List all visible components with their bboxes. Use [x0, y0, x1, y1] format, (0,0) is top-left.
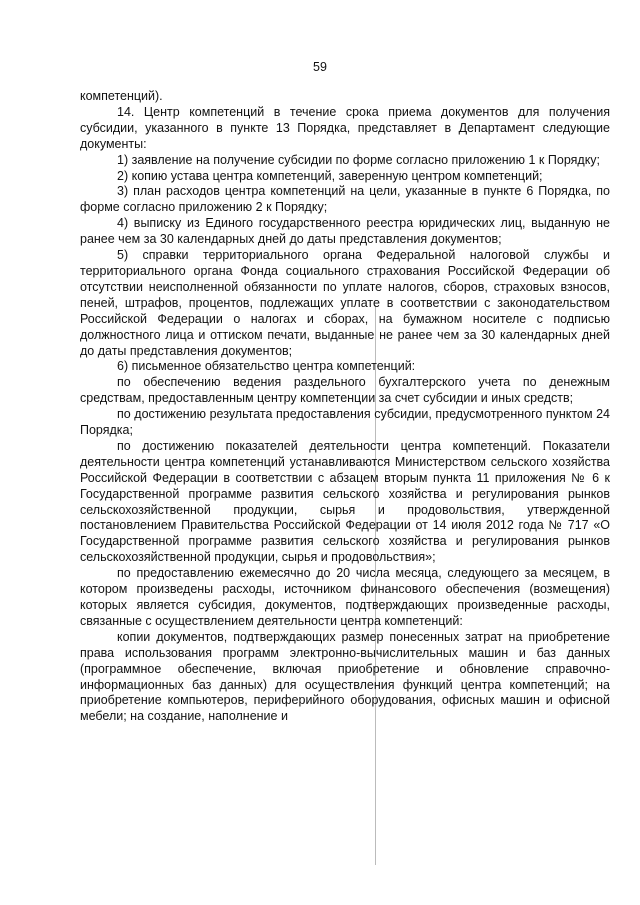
- paragraph: по предоставлению ежемесячно до 20 числа месяца, следующего за месяцем, в котором произведены расходы, источником финансового обеспечения (возмещения) которых является субсидия, документов, подтверждающих произведенные расходы, связанные с осуществлением деятельности центра компетенций:: [80, 566, 610, 628]
- paragraph: 3) план расходов центра компетенций на цели, указанные в пункте 6 Порядка, по форме согласно приложению 2 к Порядку;: [80, 184, 610, 215]
- paragraph: 1) заявление на получение субсидии по форме согласно приложению 1 к Порядку;: [117, 152, 601, 167]
- paragraph: по достижению показателей деятельности центра компетенций. Показатели деятельности центра компетенций устанавливаются Министерством сельского хозяйства Российской Федерации в соответствии с абзацем вторым пункта 11 приложения № 6 к Государственной программе развития сельского хозяйства и регулирования рынков сельскохозяйственной продукции, сырья и продовольствия, утвержденной постановлением Правительства Российской Федерации от 14 июля 2012 года № 717 «О Государственной программе развития сельского хозяйства и регулирования рынков сельскохозяйственной продукции, сырья и продовольствия»;: [80, 438, 610, 565]
- paragraph: по достижению результата предоставления субсидии, предусмотренного пунктом 24 Порядка;: [80, 407, 610, 438]
- paragraph: 6) письменное обязательство центра компетенций:: [117, 359, 416, 374]
- paragraph: 4) выписку из Единого государственного реестра юридических лиц, выданную не ранее чем за 30 календарных дней до даты представления документов;: [80, 216, 610, 247]
- page-number: 59: [313, 60, 327, 74]
- paragraph: 2) копию устава центра компетенций, заверенную центром компетенций;: [117, 168, 543, 183]
- paragraph: 5) справки территориального органа Федеральной налоговой службы и территориального органа Фонда социального страхования Российской Федерации об отсутствии неисполненной обязанности по уплате налогов, сборов, страховых взносов, пеней, штрафов, процентов, подлежащих уплате в соответствии с законодательством Российской Федерации о налогах и сборах, на бумажном носителе с подписью должностного лица и оттиском печати, выданные не ранее чем за 30 календарных дней до даты представления документов;: [80, 248, 610, 358]
- document-body: [80, 89, 610, 725]
- paragraph: копии документов, подтверждающих размер понесенных затрат на приобретение права использования программ электронно-вычислительных машин и баз данных (программное обеспечение, включая приобретение и обновление справочно-информационных баз данных) для осуществления функций центра компетенций; на приобретение компьютеров, периферийного оборудования, офисных машин и офисной мебели; на создание, наполнение и: [80, 629, 610, 724]
- paragraph: компетенций).: [80, 89, 163, 103]
- paragraph: 14. Центр компетенций в течение срока приема документов для получения субсидии, указанного в пункте 13 Порядка, представляет в Департамент следующие документы:: [80, 104, 610, 151]
- paragraph: по обеспечению ведения раздельного бухгалтерского учета по денежным средствам, предоставленным центру компетенции за счет субсидии и иных средств;: [80, 375, 610, 406]
